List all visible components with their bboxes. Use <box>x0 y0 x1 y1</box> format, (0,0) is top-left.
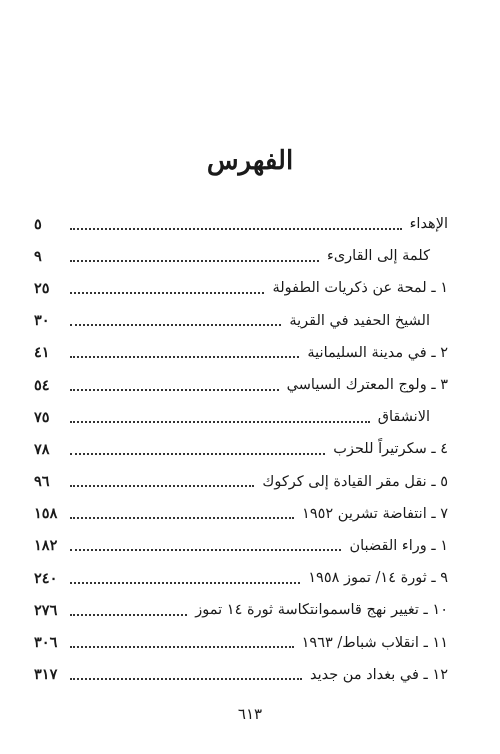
dot-leader <box>70 259 319 262</box>
dot-leader <box>70 516 294 519</box>
toc-entry-page: ٢٧٦ <box>34 601 58 619</box>
table-of-contents <box>34 208 448 691</box>
toc-entry-label: ١ ـ لمحة عن ذكريات الطفولة <box>272 280 448 297</box>
dot-leader <box>70 291 264 294</box>
toc-entry-page: ٧٨ <box>34 440 50 458</box>
toc-entry-label: ٤ ـ سكرتيراً للحزب <box>333 441 448 458</box>
toc-entry-page: ٩ <box>34 247 42 265</box>
toc-entry-label: ١١ ـ انقلاب شباط/ ١٩٦٣ <box>301 634 448 651</box>
dot-leader <box>70 323 281 326</box>
toc-entry-page: ٧٥ <box>34 408 50 426</box>
dot-leader <box>70 677 302 680</box>
toc-entry-label: ٢ ـ في مدينة السليمانية <box>307 344 448 361</box>
toc-entry-page: ١٥٨ <box>34 505 58 523</box>
toc-entry-label: ٥ ـ نقل مقر القيادة إلى كركوك <box>262 473 448 490</box>
toc-entry-page: ٣٠ <box>34 312 50 330</box>
toc-entry-label: كلمة إلى القارىء <box>327 248 430 265</box>
dot-leader <box>70 452 325 455</box>
dot-leader <box>70 420 370 423</box>
dot-leader <box>70 388 279 391</box>
toc-entry-page: ٣٠٦ <box>34 634 58 652</box>
toc-entry <box>34 498 448 530</box>
toc-entry <box>34 626 448 658</box>
dot-leader <box>70 581 300 584</box>
toc-entry-page: ٢٤٠ <box>34 569 58 587</box>
toc-entry <box>34 401 448 433</box>
toc-entry <box>34 659 448 691</box>
toc-entry <box>34 208 448 240</box>
dot-leader <box>70 613 187 616</box>
toc-entry-page: ٥٤ <box>34 376 50 394</box>
toc-entry <box>34 272 448 304</box>
toc-entry <box>34 562 448 594</box>
toc-entry <box>34 594 448 626</box>
dot-leader <box>70 227 402 230</box>
toc-entry-page: ٤١ <box>34 344 50 362</box>
toc-entry-page: ٣١٧ <box>34 666 58 684</box>
toc-entry <box>34 530 448 562</box>
toc-entry <box>34 466 448 498</box>
toc-entry-page: ٩٦ <box>34 473 50 491</box>
toc-entry-label: ٣ ـ ولوج المعترك السياسي <box>286 377 448 394</box>
dot-leader <box>70 355 299 358</box>
toc-entry <box>34 369 448 401</box>
toc-entry-label: ١٢ ـ في بغداد من جديد <box>309 666 448 683</box>
toc-entry-page: ٥ <box>34 215 42 233</box>
dot-leader <box>70 645 294 648</box>
toc-entry <box>34 433 448 465</box>
toc-entry-label: ١٠ ـ تغيير نهج قاسموانتكاسة ثورة ١٤ تموز <box>195 602 448 619</box>
toc-entry-page: ٢٥ <box>34 279 50 297</box>
toc-entry-label: الإهداء <box>409 216 448 233</box>
toc-entry-label: الشيخ الحفيد في القرية <box>289 312 430 329</box>
toc-entry-page: ١٨٢ <box>34 537 58 555</box>
toc-entry <box>34 305 448 337</box>
toc-entry <box>34 240 448 272</box>
toc-entry-label: ١ ـ وراء القضبان <box>349 537 448 554</box>
toc-entry-label: ٧ ـ انتفاضة تشرين ١٩٥٢ <box>302 505 448 522</box>
toc-entry-label: ٩ ـ ثورة ١٤/ تموز ١٩٥٨ <box>308 570 448 587</box>
page-number: ٦١٣ <box>237 705 263 723</box>
toc-entry <box>34 337 448 369</box>
toc-entry-label: الانشقاق <box>377 409 430 426</box>
dot-leader <box>70 548 341 551</box>
dot-leader <box>70 484 254 487</box>
page-title: الفهرس <box>206 146 294 176</box>
